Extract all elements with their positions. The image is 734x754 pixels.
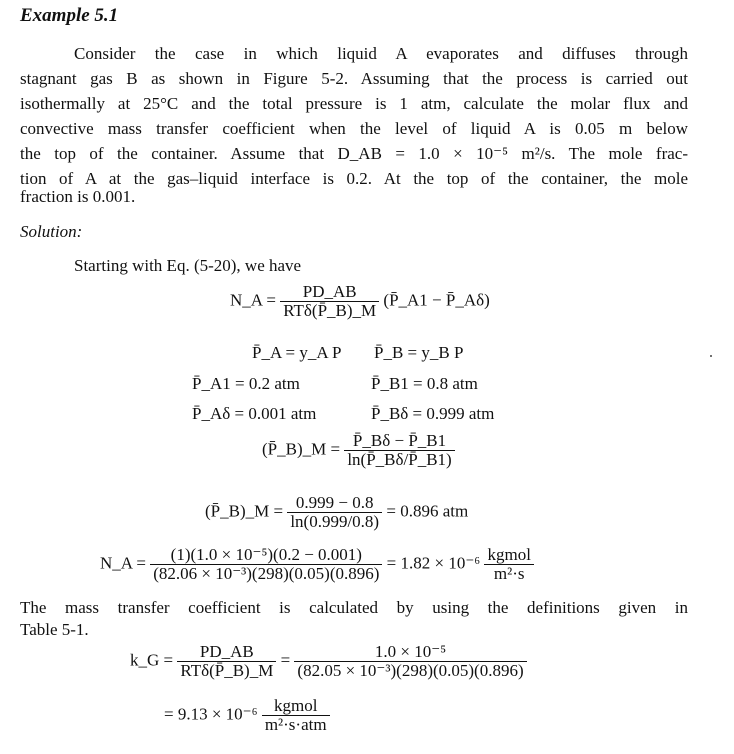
problem-line-6: tion of A at the gas–liquid interface is 0.2. At the top of the container, the mole: [20, 169, 688, 188]
equation-mass-transfer-coefficient: [130, 643, 527, 680]
eq9-unit-numerator: kgmol: [262, 697, 330, 716]
eq6-lhs: (P̄_B)_M =: [205, 501, 284, 521]
problem-line-2: stagnant gas B as shown in Figure 5-2. Assuming that the process is carried out: [20, 69, 688, 88]
equation-kg-value: [164, 697, 330, 734]
solution-intro: Starting with Eq. (5-20), we have: [74, 256, 302, 275]
eq8-lhs: k_G =: [130, 650, 174, 670]
eq5-denominator: ln(P̄_Bδ/P̄_B1): [347, 450, 452, 469]
example-heading: Example 5.1: [20, 5, 119, 26]
eq3-pa1: P̄_A1 = 0.2 atm: [192, 374, 300, 393]
equation-log-mean: [262, 432, 455, 469]
equation-log-mean-value: [205, 494, 468, 531]
eq1-denominator: RTδ(P̄_B)_M: [283, 301, 377, 320]
equation-molar-flux: [230, 283, 490, 320]
eq1-fraction: [280, 283, 379, 320]
eq2-partial-pressure-a: P̄_A = y_A P: [252, 343, 342, 362]
eq7-unit-numerator: kgmol: [484, 546, 533, 565]
text2-line-2: Table 5-1.: [20, 620, 89, 639]
eq7-result: = 1.82 × 10⁻⁶: [386, 553, 481, 573]
eq2-partial-pressure-b: P̄_B = y_B P: [374, 343, 464, 362]
eq8-numerator-2: 1.0 × 10⁻⁵: [294, 643, 526, 662]
stray-dot: [710, 355, 712, 357]
eq4-pa-delta: P̄_Aδ = 0.001 atm: [192, 404, 317, 423]
eq8-equals: =: [280, 650, 291, 670]
eq4-pb-delta: P̄_Bδ = 0.999 atm: [371, 404, 495, 423]
eq5-lhs: (P̄_B)_M =: [262, 439, 341, 459]
eq5-numerator: P̄_Bδ − P̄_B1: [344, 432, 454, 451]
eq7-fraction: [150, 546, 382, 583]
problem-line-4: convective mass transfer coefficient when the level of liquid A is 0.05 m below: [20, 119, 688, 138]
eq8-fraction-1: [177, 643, 276, 680]
equation-flux-value: [100, 546, 534, 583]
eq6-denominator: ln(0.999/0.8): [290, 512, 380, 531]
eq7-lhs: N_A =: [100, 553, 146, 573]
eq8-denominator-1: RTδ(P̄_B)_M: [180, 661, 274, 680]
eq8-denominator-2: (82.05 × 10⁻³)(298)(0.05)(0.896): [297, 661, 524, 680]
eq5-fraction: [344, 432, 454, 469]
eq9-value: = 9.13 × 10⁻⁶: [164, 704, 258, 724]
problem-line-7: fraction is 0.001.: [20, 187, 136, 206]
eq6-rhs: = 0.896 atm: [386, 501, 469, 521]
problem-line-3: isothermally at 25°C and the total pressure is 1 atm, calculate the molar flux and: [20, 94, 688, 113]
problem-line-1: Consider the case in which liquid A evaporates and diffuses through: [74, 44, 688, 63]
eq1-rhs: (P̄_A1 − P̄_Aδ): [383, 290, 490, 310]
eq1-lhs: N_A =: [230, 290, 276, 310]
eq9-unit: [262, 697, 330, 734]
eq7-denominator: (82.06 × 10⁻³)(298)(0.05)(0.896): [153, 564, 380, 583]
eq1-numerator: PD_AB: [280, 283, 379, 302]
eq8-fraction-2: [294, 643, 526, 680]
eq7-unit: [484, 546, 533, 583]
eq7-numerator: (1)(1.0 × 10⁻⁵)(0.2 − 0.001): [150, 546, 382, 565]
eq6-fraction: [287, 494, 382, 531]
text2-line-1: The mass transfer coefficient is calculated by using the definitions given in: [20, 598, 688, 617]
eq7-unit-denominator: m²·s: [493, 564, 525, 583]
eq9-unit-denominator: m²·s·atm: [264, 715, 327, 734]
eq6-numerator: 0.999 − 0.8: [287, 494, 382, 513]
solution-label: Solution:: [20, 222, 83, 241]
problem-line-5: the top of the container. Assume that D_AB = 1.0 × 10⁻⁵ m²/s. The mole frac-: [20, 144, 688, 163]
eq3-pb1: P̄_B1 = 0.8 atm: [371, 374, 478, 393]
eq8-numerator-1: PD_AB: [177, 643, 276, 662]
